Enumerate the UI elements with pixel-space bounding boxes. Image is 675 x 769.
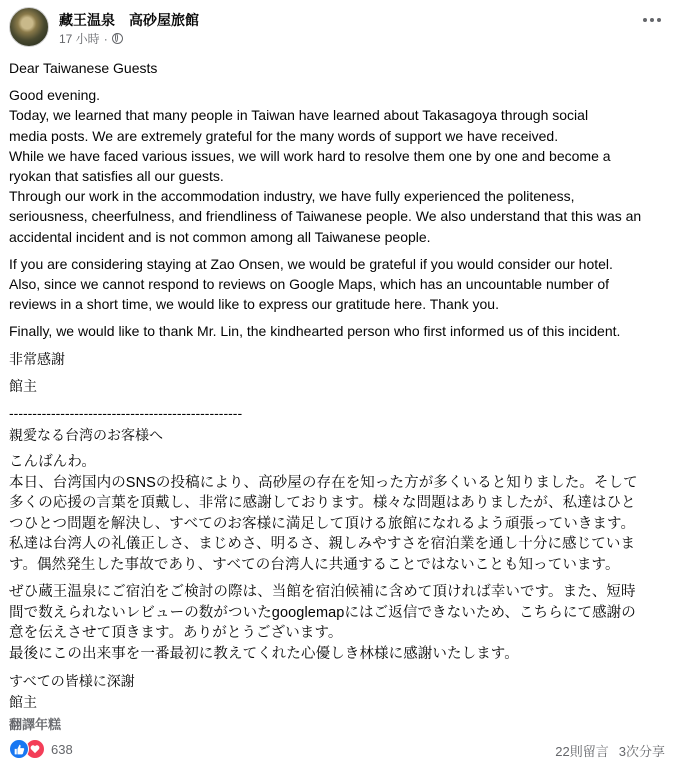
text-line: Through our work in the accommodation industry, we have fully experienced the politeness, (9, 188, 575, 205)
engagement-stats (555, 741, 665, 760)
japanese-paragraph-1 (9, 452, 671, 575)
japanese-paragraph-2 (9, 582, 671, 664)
more-dot-icon (643, 18, 647, 22)
text-line: media posts. We are extremely grateful for the many words of support we have received. (9, 127, 559, 144)
post-body (9, 58, 671, 712)
text-line: つひとつ問題を解決し、すべてのお客様に満足して頂ける旅館になれるよう頑張っていきます。 (9, 515, 636, 532)
text-line: Also, since we cannot respond to reviews on Google Maps, which has an uncountable number of (9, 276, 610, 293)
text-line: 私達は台湾人の礼儀正しさ、まじめさ、明るさ、親しみやすさを宿泊業を通し十分に感じていま (9, 536, 636, 553)
globe-icon[interactable] (112, 33, 123, 44)
translator-credit: 翻譯年糕 (9, 717, 62, 732)
reactions-summary[interactable] (9, 739, 73, 759)
text-line: 多くの応援の言葉を頂戴し、非常に感謝しております。様々な問題はありましたが、私達はひと (9, 495, 636, 512)
japanese-closing: すべての皆様に深謝 (9, 673, 135, 690)
page-name-link[interactable]: 藏王温泉 高砂屋旅館 (59, 12, 199, 28)
text-line: accidental incident and is not common among all Taiwanese people. (9, 228, 431, 245)
text-line: reviews in a short time, we would like to express our gratitude here. Thank you. (9, 296, 499, 313)
meta-separator: · (103, 31, 108, 46)
english-salutation: Dear Taiwanese Guests (9, 60, 158, 76)
text-line: Good evening. (9, 87, 101, 104)
text-line: If you are considering staying at Zao Onsen, we would be grateful if you would consider our hotel. (9, 255, 613, 272)
english-paragraph-3: Finally, we would like to thank Mr. Lin, the kindhearted person who first informed us of this incident. (9, 323, 621, 340)
text-line: 間で数えられないレビューの数がついたgooglemapにはご返信できないため、こちらにて感謝の (9, 604, 636, 621)
english-paragraph-2 (9, 254, 671, 315)
text-line: Today, we learned that many people in Taiwan have learned about Takasagoya through social (9, 107, 589, 124)
text-line: 本日、台湾国内のSNSの投稿により、高砂屋の存在を知った方が多くいると知りました。そして (9, 474, 638, 491)
page-avatar[interactable] (9, 7, 49, 47)
post-header (9, 7, 669, 51)
more-dot-icon (657, 18, 661, 22)
text-line: seriousness, cheerfulness, and friendliness of Taiwanese people. We also understand that this was an (9, 208, 642, 225)
text-line: こんばんわ。 (9, 454, 97, 471)
more-dot-icon (650, 18, 654, 22)
comments-count-link[interactable]: 22則留言 (555, 744, 609, 759)
english-thanks: 非常感謝 (9, 350, 65, 367)
japanese-salutation: 親愛なる台湾のお客様へ (9, 427, 163, 444)
text-line: ryokan that satisfies all our guests. (9, 168, 224, 185)
separator-line: -------------------------------------------------- (9, 405, 243, 422)
text-line: While we have faced various issues, we will work hard to resolve them one by one and become a (9, 147, 611, 164)
english-paragraph-1 (9, 85, 671, 247)
text-line: ぜひ蔵王温泉にご宿泊をご検討の際は、当館を宿泊候補に含めて頂ければ幸いです。また、短時 (9, 584, 636, 601)
post-meta (59, 30, 123, 47)
reaction-count: 638 (51, 741, 73, 757)
post-footer (9, 737, 669, 763)
like-reaction-icon (9, 739, 29, 759)
more-options-button[interactable] (639, 9, 665, 31)
japanese-signature: 館主 (9, 693, 37, 710)
text-line: す。偶然発生した事故であり、すべての台湾人に共通することではないことも知っています。 (9, 556, 620, 573)
text-line: 最後にこの出来事を一番最初に教えてくれた心優しき林様に感謝いたします。 (9, 645, 519, 662)
shares-count-link[interactable]: 3次分享 (618, 744, 665, 759)
english-signature: 館主 (9, 377, 37, 394)
post-timestamp[interactable]: 17 小時 (59, 32, 100, 46)
text-line: 意を伝えさせて頂きます。ありがとうございます。 (9, 625, 343, 642)
